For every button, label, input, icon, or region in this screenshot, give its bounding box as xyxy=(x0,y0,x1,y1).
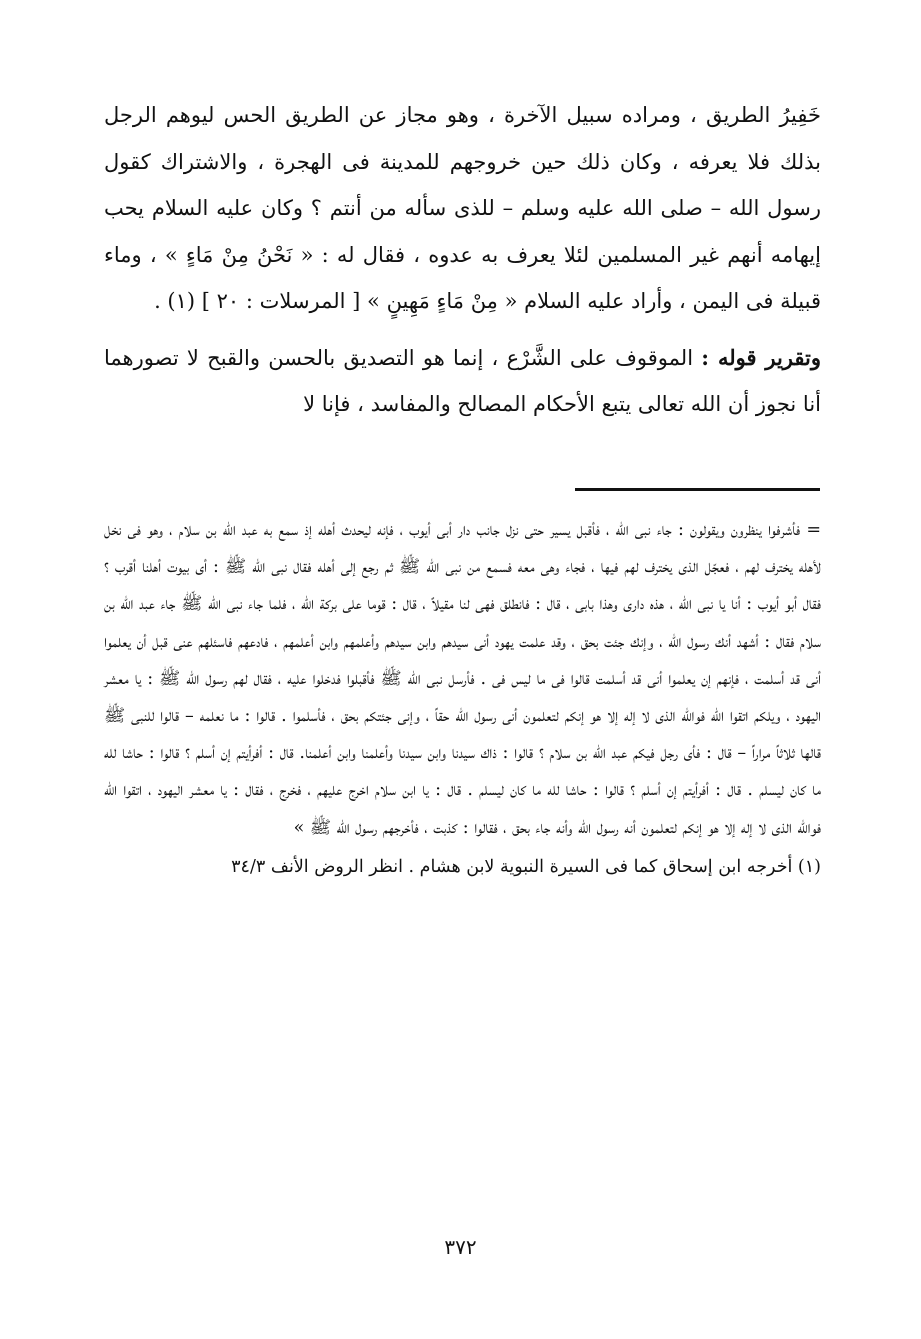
footnotes-section xyxy=(104,512,821,886)
main-paragraph-1: خَفِيرُ الطريق ، ومراده سبيل الآخرة ، وهو مجاز عن الطريق الحس ليوهم الرجل بذلك فلا يعرفه ، وكان ذلك حين خروجهم للمدينة فى الهجرة ، والاشتراك كقول رسول الله – صلى الله عليه وسلم – للذى سأله من أنتم ؟ وكان عليه السلام يحب إيهامه أنهم غير المسلمين لئلا يعرف به عدوه ، فقال له : « نَحْنُ مِنْ مَاءٍ » ، وماء قبيلة فى اليمن ، وأراد عليه السلام « مِنْ مَاءٍ مَهِينٍ » [ المرسلات : ٢٠ ] (١) . xyxy=(104,103,821,313)
page-number: ٣٧٢ xyxy=(444,1235,477,1259)
main-text-body xyxy=(104,92,821,428)
footnote-1: (١) أخرجه ابن إسحاق كما فى السيرة النبوية لابن هشام . انظر الروض الأنف ٣٤/٣ xyxy=(231,856,821,877)
footnote-continuation: = فأشرفوا ينظرون ويقولون : جاء نبى الله ، فأقبل يسير حتى نزل جانب دار أبى أيوب ، فإنه ليحدث أهله إذ سمع به عبد الله بن سلام ، وهو فى نخل لأهله يخترف لهم ، فعجّل الذى يخترف لهم فيها ، فجاء وهى معه فسمع من نبى الله ﷺ ثم رجع إلى أهله فقال نبى الله ﷺ : أى بيوت أهلنا أقرب ؟ فقال أبو أيوب : أنا يا نبى الله ، هذه دارى وهذا بابى ، قال : فانطلق فهى لنا مقيلاً ، قال : قوما على بركة الله ، فلما جاء نبى الله ﷺ جاء عبد الله بن سلام فقال : أشهد أنك رسول الله ، وإنك جئت بحق ، وقد علمت يهود أنى سيدهم وابن سيدهم وأعلمهم وابن أعلمهم ، فادعهم فاسئلهم عنى قبل أن يعلموا أنى قد أسلمت ، فإنهم إن يعلموا أنى قد أسلمت قالوا فى ما ليس فى . فأرسل نبى الله ﷺ فأقبلوا فدخلوا عليه ، فقال لهم رسول الله ﷺ : يا معشر اليهود ، ويلكم اتقوا الله فوالله الذى لا إله إلا هو إنكم لتعلمون أنى رسول الله حقاً ، وإنى جئتكم بحق ، فأسلموا . قالوا : ما نعلمه – قالوا للنبى ﷺ قالها ثلاثاً مراراً – قال : فأى رجل فيكم عبد الله بن سلام ؟ قالوا : ذاك سيدنا وابن سيدنا وأعلمنا وابن أعلمنا. قال : أفرأيتم إن أسلم ؟ قالوا : حاشا لله ما كان ليسلم . قال : أفرأيتم إن أسلم ؟ قالوا : حاشا لله ما كان ليسلم . قال : يا ابن سلام اخرج عليهم ، فخرج ، فقال : يا معشر اليهود ، اتقوا الله فوالله الذى لا إله إلا هو إنكم لتعلمون أنه رسول الله وأنه جاء بحق ، فقالوا : كذبت ، فأخرجهم رسول الله ﷺ » xyxy=(104,520,821,838)
paragraph-2-text: الموقوف على الشَّرْع ، إنما هو التصديق بالحسن والقبح لا تصورهما أنا نجوز أن الله تعالى يتبع الأحكام المصالح والمفاسد ، فإنا لا xyxy=(104,345,821,416)
paragraph-lead-phrase: وتقرير قوله : xyxy=(701,344,822,370)
footnote-separator xyxy=(575,488,820,491)
main-paragraph-2 xyxy=(104,335,821,428)
